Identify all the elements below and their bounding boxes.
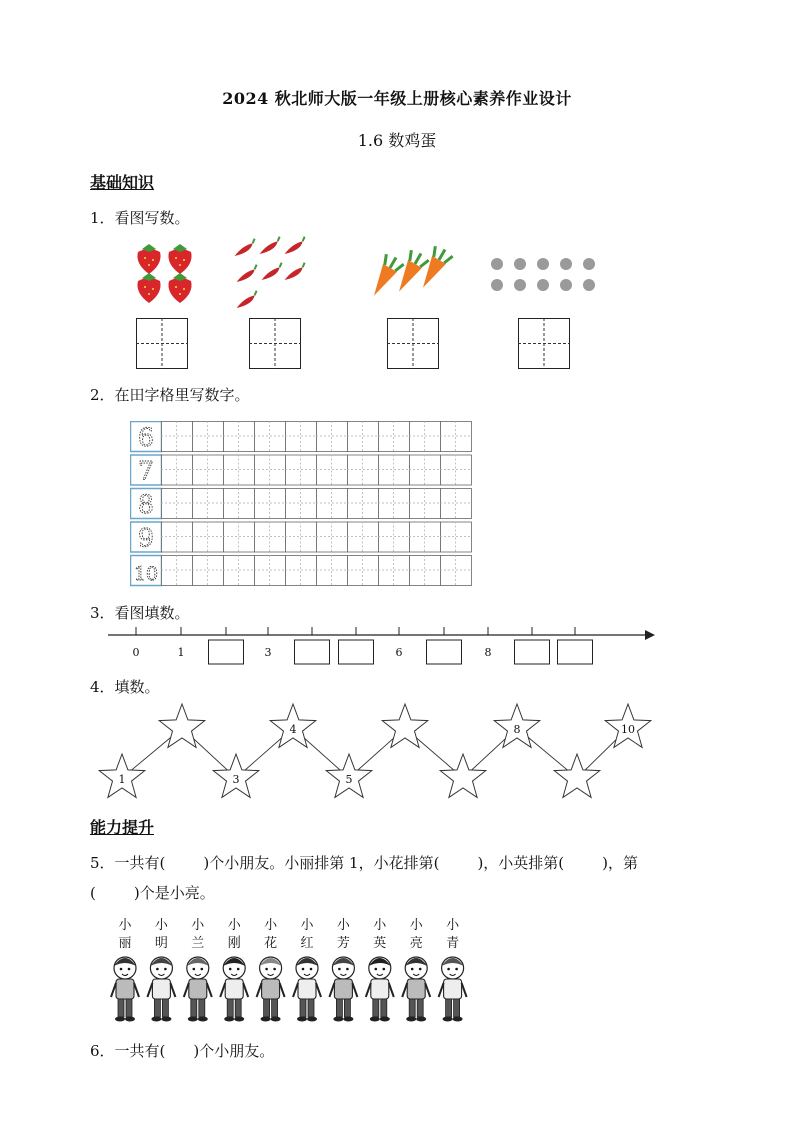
child-name-char-2: 花 bbox=[264, 936, 278, 951]
trace-digit: 7 bbox=[138, 456, 154, 486]
section-advanced-heading: 能力提升 bbox=[90, 818, 155, 837]
dot-icon bbox=[514, 279, 526, 291]
dot-icon bbox=[583, 258, 595, 270]
child-name-char-1: 小 bbox=[409, 918, 423, 933]
chili-pepper-icon bbox=[234, 291, 260, 310]
chili-pepper-icon bbox=[282, 237, 308, 256]
dot-icon bbox=[560, 258, 572, 270]
question-5-text-a: 5．一共有( bbox=[90, 854, 166, 872]
child-figure bbox=[293, 918, 321, 1022]
child-name-char-2: 兰 bbox=[191, 936, 205, 951]
children-lineup bbox=[108, 917, 478, 1032]
arrow-right-icon bbox=[645, 630, 655, 640]
child-figure bbox=[257, 918, 285, 1022]
child-name-char-1: 小 bbox=[227, 918, 241, 933]
chili-pepper-icon bbox=[234, 265, 260, 284]
question-4-star-chain bbox=[95, 700, 665, 805]
lesson-subtitle: 1.6 数鸡蛋 bbox=[357, 131, 437, 150]
question-4-text: 4．填数。 bbox=[90, 678, 160, 696]
star-number: 8 bbox=[513, 723, 521, 736]
trace-digit: 6 bbox=[138, 423, 154, 452]
star-icon bbox=[605, 704, 651, 747]
tick-label: 6 bbox=[395, 646, 403, 659]
child-figure bbox=[329, 918, 357, 1022]
children-figures bbox=[108, 917, 478, 1032]
trace-digit: 8 bbox=[138, 490, 154, 519]
question-1-answer-boxes bbox=[136, 318, 576, 370]
chili-pepper-icon bbox=[259, 263, 285, 282]
child-name-char-2: 芳 bbox=[336, 936, 350, 951]
writing-row[interactable] bbox=[131, 455, 472, 486]
star-number: 5 bbox=[345, 773, 353, 786]
child-name-char-1: 小 bbox=[154, 918, 168, 933]
question-6-text-b: )个小朋友。 bbox=[193, 1042, 275, 1060]
question-5-text-f: )个是小亮。 bbox=[133, 884, 215, 902]
child-name-char-2: 红 bbox=[300, 936, 314, 951]
child-name-char-1: 小 bbox=[300, 918, 314, 933]
tick-label: 1 bbox=[177, 646, 185, 659]
star-icon[interactable] bbox=[382, 704, 428, 747]
answer-box[interactable] bbox=[249, 318, 301, 369]
strawberry-icon bbox=[137, 273, 160, 303]
answer-box[interactable] bbox=[558, 640, 593, 664]
writing-row[interactable] bbox=[131, 522, 472, 553]
chili-group bbox=[232, 237, 308, 310]
star-icon[interactable] bbox=[554, 754, 600, 797]
trace-digit: 10 bbox=[133, 563, 159, 585]
child-name-char-1: 小 bbox=[191, 918, 205, 933]
answer-box[interactable] bbox=[209, 640, 244, 664]
question-2-text: 2．在田字格里写数字。 bbox=[90, 386, 250, 404]
question-5-text-c: )，小英排第( bbox=[477, 854, 565, 872]
answer-box[interactable] bbox=[339, 640, 374, 664]
child-figure bbox=[111, 918, 139, 1022]
strawberry-group bbox=[137, 244, 191, 303]
question-3-text: 3．看图填数。 bbox=[90, 604, 190, 622]
child-figure bbox=[439, 918, 467, 1022]
question-1-pictures bbox=[125, 232, 625, 314]
child-figure bbox=[402, 918, 430, 1022]
child-name-char-2: 英 bbox=[373, 936, 387, 951]
answer-box[interactable] bbox=[295, 640, 330, 664]
dot-icon bbox=[583, 279, 595, 291]
answer-box[interactable] bbox=[387, 318, 439, 369]
child-name-char-1: 小 bbox=[446, 918, 460, 933]
tick-label: 0 bbox=[132, 646, 140, 659]
child-name-char-2: 丽 bbox=[118, 936, 132, 951]
question-5-text-e: ( bbox=[90, 884, 96, 902]
star-icon[interactable] bbox=[440, 754, 486, 797]
carrot-icon bbox=[365, 252, 404, 300]
star-number: 1 bbox=[118, 773, 126, 786]
tick-label: 8 bbox=[484, 646, 492, 659]
question-5-line-1 bbox=[90, 852, 638, 873]
child-figure bbox=[220, 918, 248, 1022]
child-name-char-2: 青 bbox=[446, 936, 460, 951]
strawberry-icon bbox=[137, 244, 160, 274]
strawberry-icon bbox=[168, 244, 191, 274]
answer-box[interactable] bbox=[427, 640, 462, 664]
child-name-char-1: 小 bbox=[336, 918, 350, 933]
child-name-char-1: 小 bbox=[373, 918, 387, 933]
section-basic-heading: 基础知识 bbox=[90, 173, 155, 192]
child-figure bbox=[147, 918, 175, 1022]
dot-icon bbox=[491, 258, 503, 270]
child-figure bbox=[184, 918, 212, 1022]
child-name-char-2: 明 bbox=[154, 936, 168, 951]
star-number: 3 bbox=[232, 773, 240, 786]
question-5-text-d: )，第 bbox=[602, 854, 639, 872]
page-title: 2024 秋北师大版一年级上册核心素养作业设计 bbox=[222, 89, 572, 108]
star-icon bbox=[99, 754, 145, 797]
answer-box[interactable] bbox=[518, 318, 570, 369]
question-1-text: 1．看图写数。 bbox=[90, 209, 190, 227]
chili-pepper-icon bbox=[257, 237, 283, 256]
child-name-char-2: 亮 bbox=[409, 936, 423, 951]
answer-box[interactable] bbox=[136, 318, 188, 369]
dot-group bbox=[491, 258, 595, 291]
star-number: 4 bbox=[289, 723, 297, 736]
tick-label: 3 bbox=[264, 646, 272, 659]
question-5-text-b: )个小朋友。小丽排第 1，小花排第( bbox=[203, 854, 440, 872]
child-figure bbox=[366, 918, 394, 1022]
carrot-group bbox=[365, 244, 453, 300]
child-name-char-2: 刚 bbox=[227, 936, 241, 951]
dot-icon bbox=[537, 258, 549, 270]
dot-icon bbox=[537, 279, 549, 291]
chili-pepper-icon bbox=[282, 263, 308, 282]
writing-row[interactable] bbox=[131, 488, 472, 519]
dot-icon bbox=[514, 258, 526, 270]
question-2-writing-grid[interactable] bbox=[130, 421, 495, 589]
question-3-number-line bbox=[100, 622, 660, 672]
question-6-text-a: 6．一共有( bbox=[90, 1042, 166, 1060]
dot-icon bbox=[560, 279, 572, 291]
dot-icon bbox=[491, 279, 503, 291]
chili-pepper-icon bbox=[232, 239, 258, 258]
star-number: 10 bbox=[621, 723, 635, 736]
child-name-char-1: 小 bbox=[264, 918, 278, 933]
child-name-char-1: 小 bbox=[118, 918, 132, 933]
strawberry-icon bbox=[168, 273, 191, 303]
star-icon bbox=[326, 754, 372, 797]
writing-row[interactable] bbox=[131, 421, 472, 452]
star-icon bbox=[270, 704, 316, 747]
star-icon bbox=[213, 754, 259, 797]
writing-row[interactable] bbox=[131, 555, 472, 586]
answer-box[interactable] bbox=[515, 640, 550, 664]
question-6-line bbox=[90, 1040, 274, 1061]
trace-digit: 9 bbox=[138, 523, 154, 553]
question-5-line-2 bbox=[90, 882, 215, 903]
